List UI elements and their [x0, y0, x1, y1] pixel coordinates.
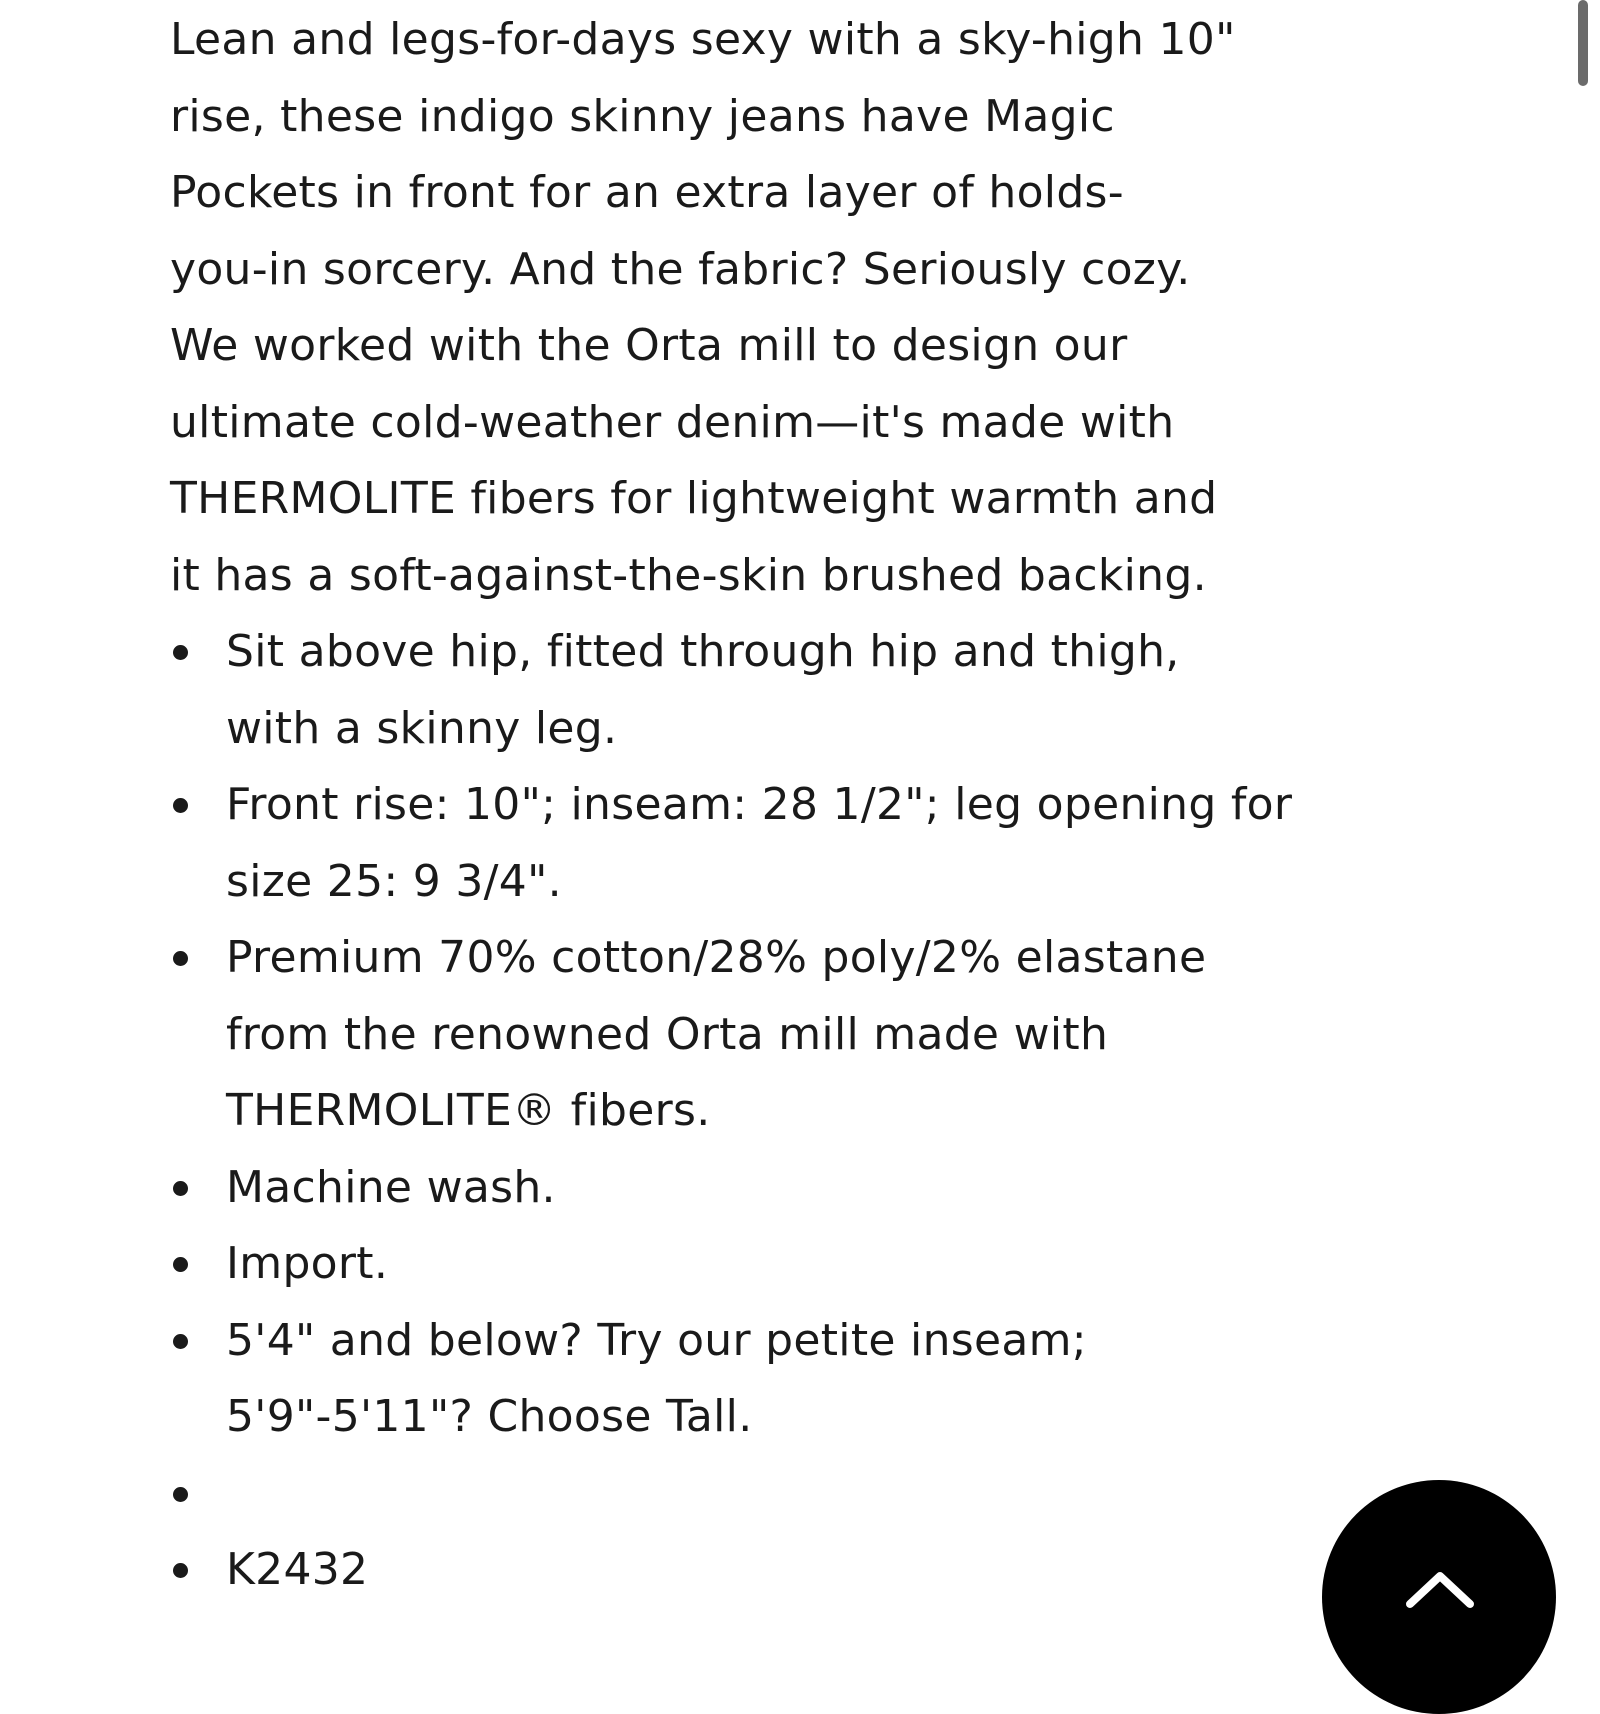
product-description: Lean and legs-for-days sexy with a sky-high 10" rise, these indigo skinny jeans have Magic Pockets in front for an extra layer of holds- you-in sorcery. And the fabric? Seriously cozy. We worked with the Orta mill to design our ultimate cold-weather denim—it's made with THERMOLITE fibers for lightweight warmth and it has a soft-against-the-skin brushed backing.	[170, 14, 1236, 601]
scrollbar-thumb[interactable]	[1578, 0, 1588, 86]
detail-item-measurements	[170, 767, 1350, 920]
detail-text: Front rise: 10"; inseam: 28 1/2"; leg opening for size 25: 9 3/4".	[226, 779, 1293, 907]
detail-item-origin	[170, 1226, 1350, 1303]
product-details-list	[170, 614, 1350, 1609]
detail-text: 5'4" and below? Try our petite inseam; 5'9"-5'11"? Choose Tall.	[226, 1314, 1087, 1442]
bullet-icon	[173, 645, 188, 660]
bullet-icon	[173, 1487, 188, 1502]
detail-item-fit	[170, 614, 1350, 767]
detail-item-fabric	[170, 920, 1350, 1150]
detail-item-item-code	[170, 1532, 1350, 1609]
detail-item-care	[170, 1150, 1350, 1227]
detail-text: Premium 70% cotton/28% poly/2% elastane from the renowned Orta mill made with THERMOLITE® fibers.	[226, 932, 1207, 1136]
product-details-section	[170, 2, 1350, 1609]
detail-item-sizing	[170, 1303, 1350, 1456]
detail-text: Machine wash.	[226, 1161, 556, 1213]
bullet-icon	[173, 1563, 188, 1578]
bullet-icon	[173, 951, 188, 966]
chevron-up-icon	[1404, 1570, 1476, 1610]
bullet-icon	[173, 1334, 188, 1349]
back-to-top-button[interactable]	[1322, 1480, 1556, 1714]
detail-item-empty	[170, 1456, 1350, 1533]
detail-text: Import.	[226, 1238, 389, 1289]
detail-text: K2432	[226, 1544, 369, 1595]
bullet-icon	[173, 1181, 188, 1196]
detail-text: Sit above hip, fitted through hip and thigh, with a skinny leg.	[226, 626, 1180, 754]
bullet-icon	[173, 798, 188, 813]
bullet-icon	[173, 1257, 188, 1272]
